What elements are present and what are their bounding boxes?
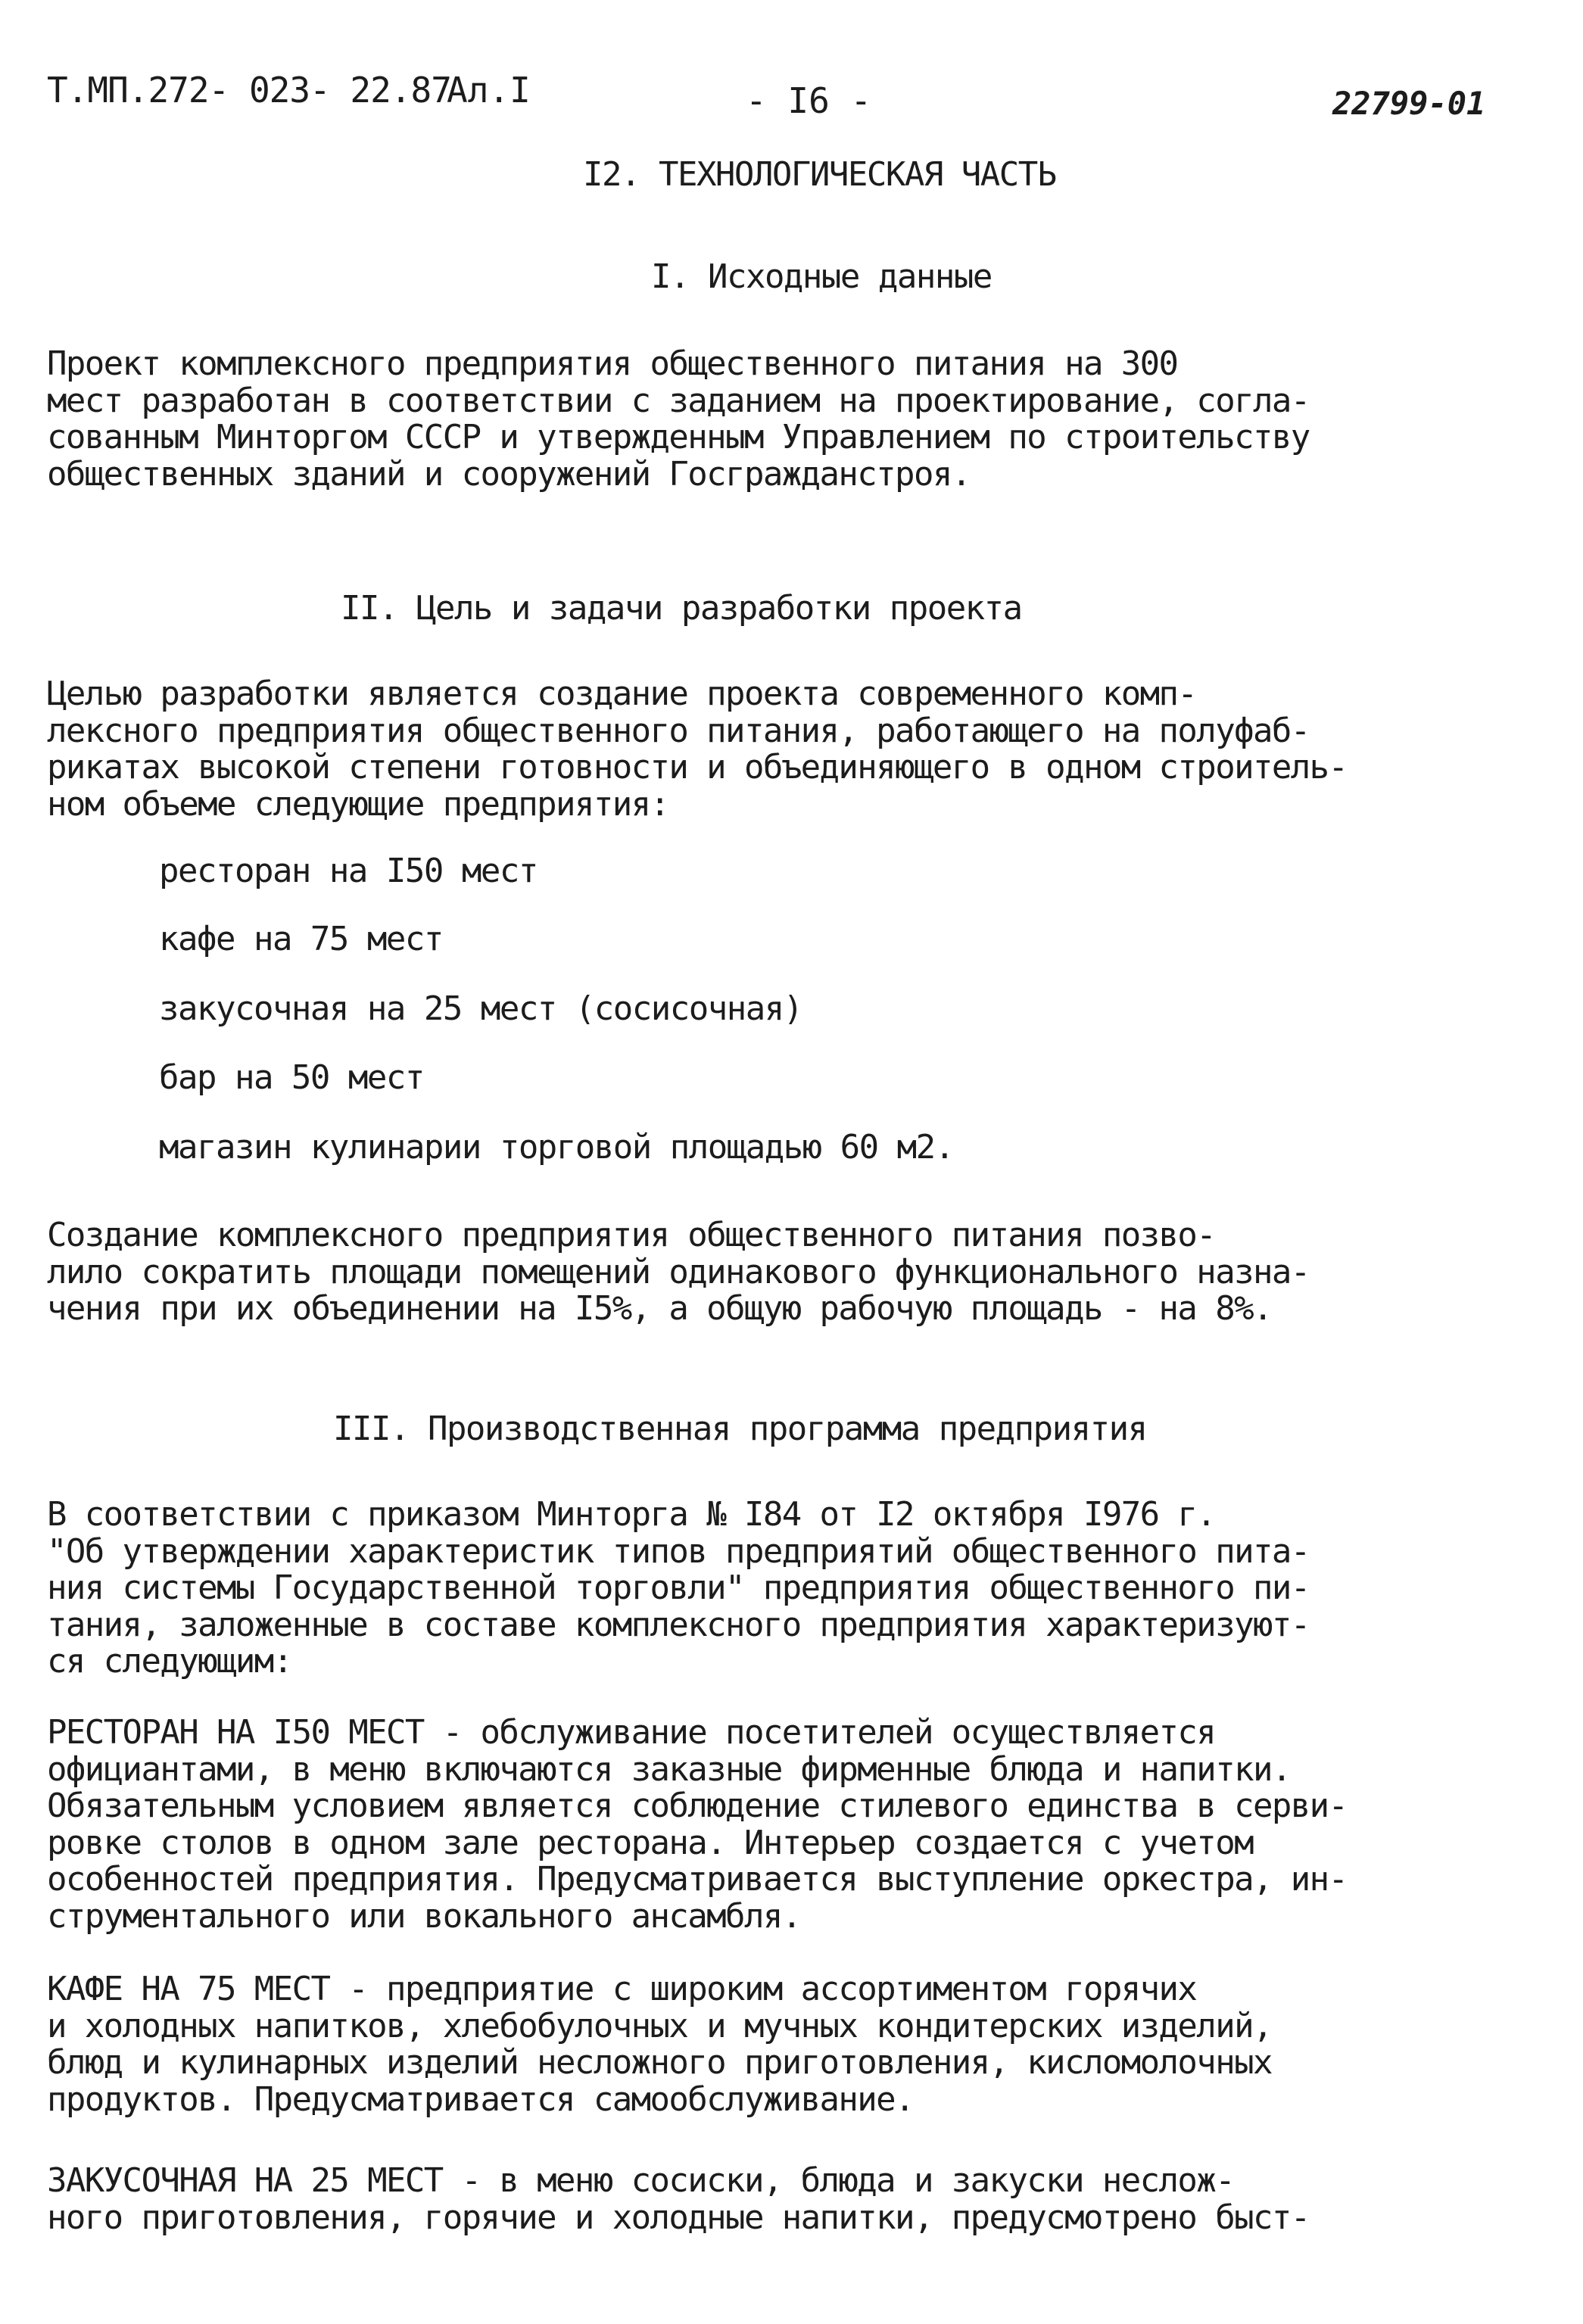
list-item-cafe: кафе на 75 мест	[159, 920, 443, 958]
paragraph-snack-bar: ЗАКУСОЧНАЯ НА 25 МЕСТ - в меню сосиски, блюда и закуски неслож- ного приготовления, горячие и холодные напитки, предусмотрено быст-	[47, 2161, 1310, 2237]
list-item-restaurant: ресторан на I50 мест	[159, 852, 538, 890]
paragraph-cafe: КАФЕ НА 75 МЕСТ - предприятие с широким ассортиментом горячих и холодных напитков, хлебобулочных и мучных кондитерских изделий, блюд и кулинарных изделий несложного приготовления, кисломолочных продуктов. Предусматривается самообслуживание.	[47, 1970, 1272, 2119]
paragraph-initial-data: Проект комплексного предприятия общественного питания на 300 мест разработан в соответствии с заданием на проектирование, согла- сованным Минторгом СССР и утвержденным Управлением по строительству общественных зданий и сооружений Госгражданстроя.	[47, 344, 1310, 494]
sheet-label: Ал.I	[447, 70, 531, 111]
page-number: - I6 -	[746, 80, 872, 121]
paragraph-goals: Целью разработки является создание проекта современного комп- лексного предприятия общественного питания, работающего на полуфаб- рикатах высокой степени готовности и объединяющего в одном строитель- ном объеме следующие предприятия:	[47, 674, 1348, 824]
paragraph-restaurant: РЕСТОРАН НА I50 МЕСТ - обслуживание посетителей осуществляется официантами, в меню включаются заказные фирменные блюда и напитки. Обязательным условием является соблюдение стилевого единства в серви- ровке столов в одном зале ресторана. Интерьер создается с учетом особенностей предприятия. Предусматривается выступление оркестра, ин- струментального или вокального ансамбля.	[47, 1713, 1348, 1936]
list-item-bar: бар на 50 мест	[159, 1058, 424, 1097]
section-heading-initial-data: I. Исходные данные	[651, 257, 992, 296]
paragraph-order: В соответствии с приказом Минторга № I84 от I2 октября I976 г. "Об утверждении характеристик типов предприятий общественного пита- ния системы Государственной торговли" предприятия общественного пи- тания, заложенные в составе комплексного предприятия характеризуют- ся следующим:	[47, 1495, 1310, 1681]
list-item-snack-bar: закусочная на 25 мест (сосисочная)	[159, 989, 802, 1028]
document-code: Т.МП.272- 023- 22.87	[47, 70, 451, 111]
document-number: 22799-01	[1332, 85, 1486, 122]
section-heading-goals: II. Цель и задачи разработки проекта	[341, 589, 1022, 628]
list-item-culinary-shop: магазин кулинарии торговой площадью 60 м2.	[159, 1128, 954, 1167]
page-title: I2. ТЕХНОЛОГИЧЕСКАЯ ЧАСТЬ	[583, 155, 1056, 194]
section-heading-production-program: III. Производственная программа предприятия	[333, 1410, 1147, 1448]
paragraph-area-reduction: Создание комплексного предприятия общественного питания позво- лило сократить площади помещений одинакового функционального назна- чения при их объединении на I5%, а общую рабочую площадь - на 8%.	[47, 1216, 1310, 1328]
